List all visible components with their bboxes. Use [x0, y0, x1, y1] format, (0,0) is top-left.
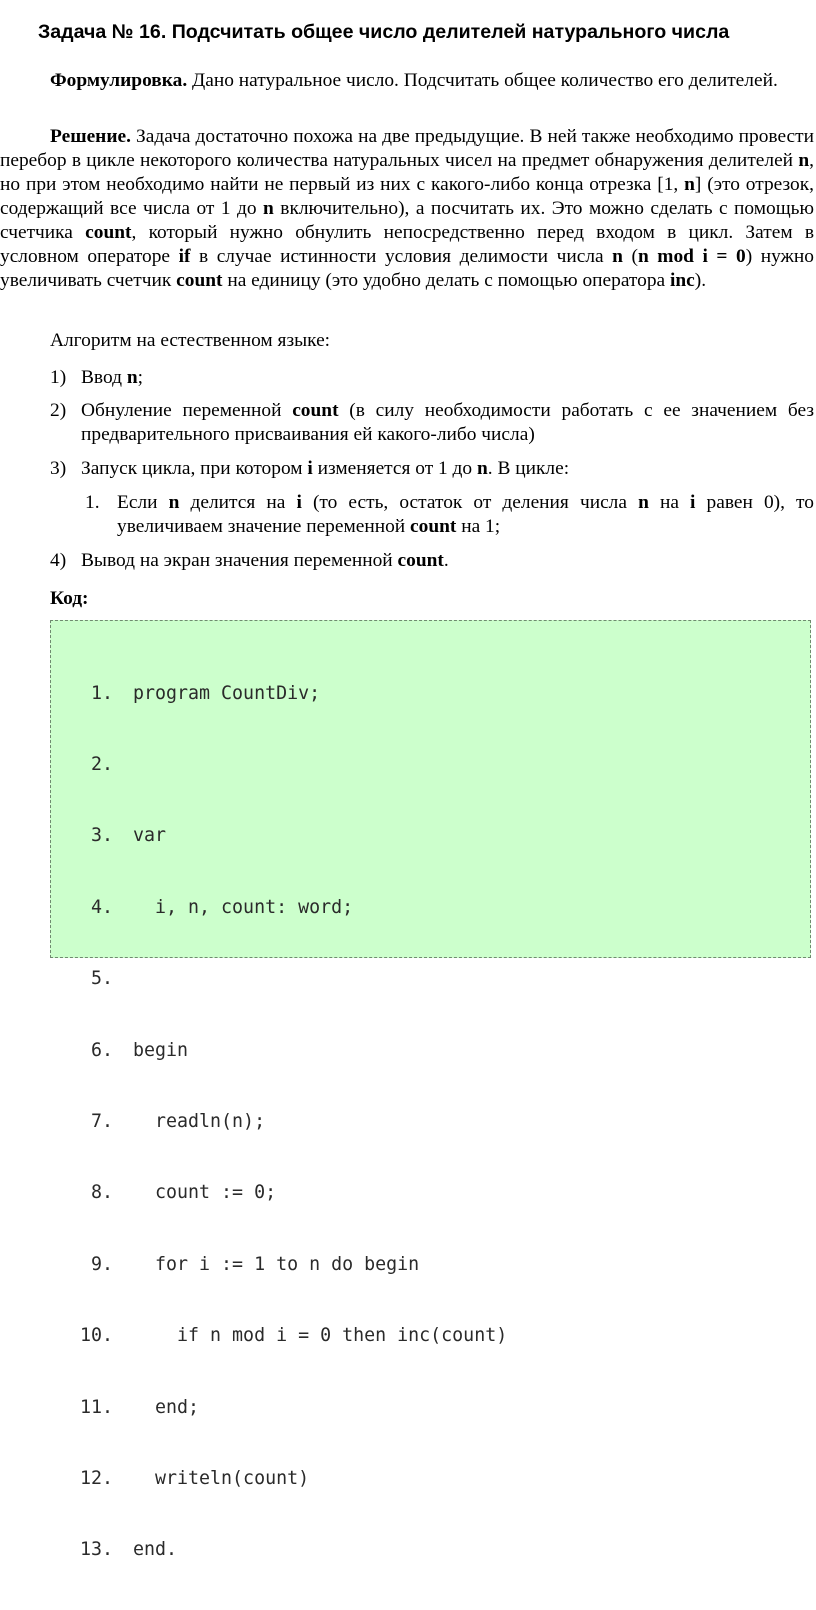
step-text: на 1; [456, 516, 501, 537]
code-text: readln(n); [133, 1110, 266, 1132]
list-text [81, 549, 814, 573]
step-text: Если [117, 492, 169, 513]
keyword-n: n [168, 492, 180, 513]
code-line [69, 1039, 507, 1063]
step-text: (то есть, остаток от деления числа [301, 492, 639, 513]
code-text: if n mod i = 0 then inc(count) [133, 1325, 508, 1347]
code-text: end. [133, 1539, 178, 1561]
code-line [69, 1324, 507, 1348]
code-line [69, 1181, 507, 1205]
keyword-n: n [798, 150, 810, 171]
formulation-text: Дано натуральное число. Подсчитать общее количество его делителей. [187, 70, 778, 91]
keyword-i: i [307, 458, 313, 479]
code-line [69, 753, 507, 777]
keyword-count: count [397, 550, 444, 571]
code-text: program CountDiv; [133, 682, 321, 704]
solution-text: Задача достаточно похожа на две предыдущие. В ней также необходимо провести перебор в цикле некоторого количества натуральных чисел на предмет обнаружения делителей [0, 126, 814, 171]
list-number: 3) [50, 458, 67, 479]
line-number: 6. [90, 1039, 113, 1061]
code-line [69, 896, 507, 920]
keyword-count: count [176, 270, 223, 291]
line-number: 9. [90, 1253, 113, 1275]
keyword-if: if [178, 246, 191, 267]
solution-text: ). [694, 270, 707, 291]
formulation-label: Формулировка. [50, 70, 188, 91]
code-text: var [133, 825, 167, 847]
keyword-n: n [263, 198, 274, 219]
line-number: 12. [79, 1467, 113, 1489]
code-text: begin [133, 1039, 189, 1061]
code-line [69, 1110, 507, 1134]
code-text: count := 0; [133, 1182, 277, 1204]
list-text [81, 366, 814, 390]
algorithm-intro: Алгоритм на естественном языке: [50, 330, 331, 351]
keyword-n: n [476, 458, 488, 479]
step-text: Запуск цикла, при котором [81, 458, 308, 479]
step-text: изменяется от 1 до [312, 458, 477, 479]
code-text: writeln(count) [133, 1467, 310, 1489]
code-line [69, 967, 507, 991]
keyword-n: n [684, 174, 695, 195]
solution-paragraph [0, 125, 814, 293]
step-text: Ввод [81, 367, 127, 388]
list-text [81, 399, 814, 447]
step-text: делится на [179, 492, 297, 513]
step-text: ; [137, 367, 143, 388]
task-title: Задача № 16. Подсчитать общее число делителей натурального числа [38, 21, 730, 43]
code-line [69, 1538, 507, 1562]
keyword-count: count [85, 222, 132, 243]
line-number: 3. [90, 825, 113, 847]
keyword-i: i [690, 492, 696, 513]
keyword-n: n [126, 367, 138, 388]
line-number: 7. [90, 1110, 113, 1132]
list-number: 1) [50, 367, 67, 388]
keyword-n: n [612, 246, 623, 267]
code-line [69, 682, 507, 706]
code-line [69, 824, 507, 848]
solution-text: ( [622, 246, 638, 267]
code-line [69, 1396, 507, 1420]
solution-text: в случае истинности условия делимости числа [190, 246, 613, 267]
keyword-condition: n mod i = 0 [637, 246, 746, 267]
solution-text: , но при этом необходимо найти не первый из них с какого-либо конца отрезка [1, [0, 150, 814, 195]
keyword-count: count [292, 400, 339, 421]
step-text: на [648, 492, 691, 513]
line-number: 10. [79, 1325, 113, 1347]
formulation-paragraph [0, 69, 814, 93]
keyword-i: i [296, 492, 302, 513]
step-text: . В цикле: [487, 458, 570, 479]
step-text: Обнуление переменной [81, 400, 293, 421]
solution-text: включительно), а посчитать их. Это можно сделать с помощью счетчика [0, 198, 814, 243]
solution-label: Решение. [50, 126, 131, 147]
solution-text: ) нужно увеличивать счетчик [0, 246, 815, 291]
code-line [69, 1467, 507, 1491]
code-text: i, n, count: word; [133, 896, 354, 918]
keyword-count: count [410, 516, 457, 537]
code-text: for i := 1 to n do begin [133, 1253, 420, 1275]
code-label: Код: [50, 588, 89, 609]
keyword-n: n [638, 492, 649, 513]
code-listing [69, 634, 507, 1610]
solution-text: ] (это отрезок, содержащий все числа от 1 до [0, 174, 814, 219]
line-number: 11. [79, 1396, 113, 1418]
line-number: 8. [90, 1182, 113, 1204]
code-text: end; [133, 1396, 200, 1418]
step-text: . [443, 550, 449, 571]
solution-text: , который нужно обнулить непосредственно перед входом в цикл. Затем в условном операторе [0, 222, 814, 267]
step-text: (в силу необходимости работать с ее значением без предварительного присваивания ей какого-либо числа) [81, 400, 814, 445]
code-block [50, 620, 811, 1561]
step-text: Вывод на экран значения переменной [81, 550, 398, 571]
list-text [117, 491, 814, 539]
list-number: 2) [50, 400, 67, 421]
step-text: равен 0), то увеличиваем значение переменной [117, 492, 814, 537]
keyword-inc: inc [669, 270, 695, 291]
line-number: 1. [90, 682, 113, 704]
list-number: 4) [50, 550, 67, 571]
solution-text: на единицу (это удобно делать с помощью оператора [222, 270, 670, 291]
list-text [81, 457, 814, 481]
line-number: 2. [90, 753, 113, 775]
code-line [69, 1253, 507, 1277]
list-number: 1. [85, 492, 100, 513]
line-number: 13. [79, 1539, 113, 1561]
line-number: 5. [90, 968, 113, 990]
line-number: 4. [90, 896, 113, 918]
